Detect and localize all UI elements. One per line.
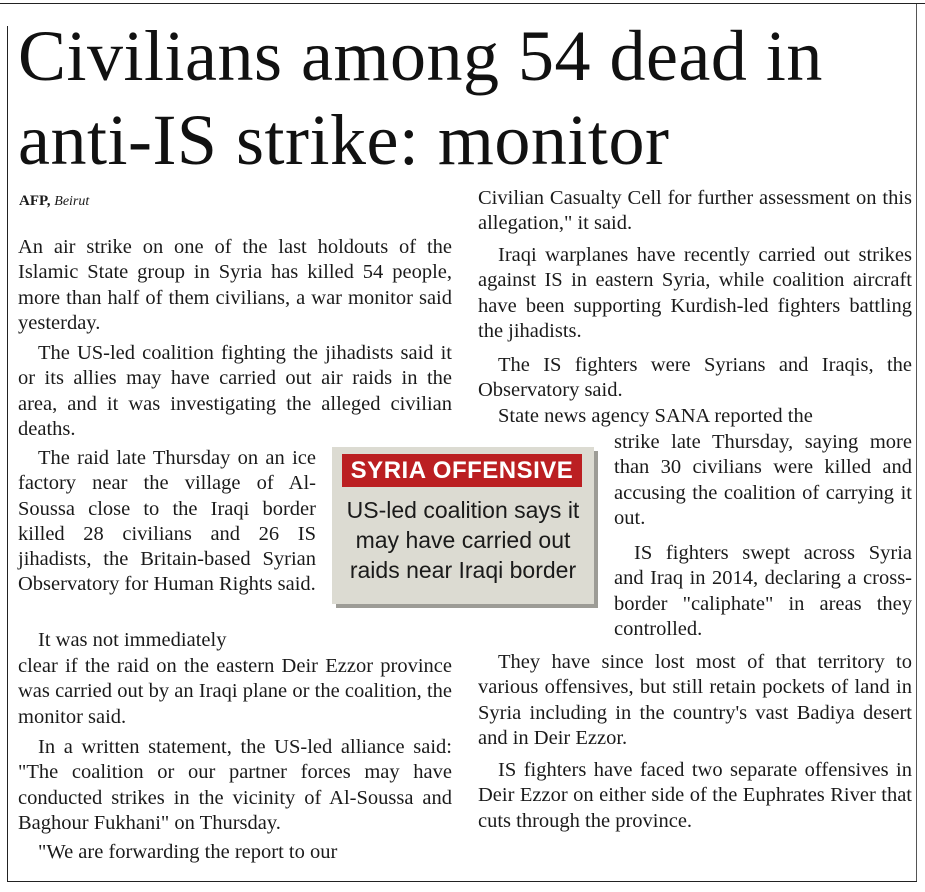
paragraph-9b: strike late Thursday, saying more than 30 civilians were killed and accusing the coalition of carrying it out. — [614, 431, 912, 529]
section-tag: SYRIA OFFENSIVE — [342, 454, 582, 487]
paragraph-4a: It was not immediately — [38, 629, 227, 651]
paragraph-2: The US-led coalition fighting the jihadists said it or its allies may have carried out air raids in the area, and it was investigating the alleged civilian deaths. — [18, 342, 452, 440]
paragraph-1: An air strike on one of the last holdouts of the Islamic State group in Syria has killed 54 people, more than half of them civilians, a war monitor said yesterday. — [18, 236, 452, 334]
byline-place: Beirut — [54, 194, 90, 209]
paragraph-12: IS fighters have faced two separate offensives in Deir Ezzor on either side of the Euphrates River that cuts through the province. — [478, 759, 912, 832]
right-rule — [916, 4, 917, 881]
paragraph-5: In a written statement, the US-led alliance said: "The coalition or our partner forces may have conducted strikes in the vicinity of Al-Soussa and Baghour Fukhani" on Thursday. — [18, 736, 452, 834]
paragraph-11: They have since lost most of that territory to various offensives, but still retain pockets of land in Syria including in the country's vast Badiya desert and in Deir Ezzor. — [478, 651, 912, 749]
paragraph-4b: clear if the raid on the eastern Deir Ezzor province was carried out by an Iraqi plane or the coalition, the monitor said. — [18, 655, 452, 728]
paragraph-6b: Civilian Casualty Cell for further assessment on this allegation," it said. — [478, 187, 912, 235]
paragraph-7: Iraqi warplanes have recently carried out strikes against IS in eastern Syria, while coalition aircraft have been supporting Kurdish-led fighters battling the jihadists. — [478, 244, 912, 342]
top-rule — [0, 3, 925, 4]
headline: Civilians among 54 dead in anti-IS strike: monitor — [18, 16, 823, 180]
paragraph-9a: State news agency SANA reported the — [498, 405, 813, 427]
pull-quote-text: US-led coalition says it may have carried out raids near Iraqi border — [346, 497, 580, 583]
byline — [19, 193, 89, 210]
paragraph-3: The raid late Thursday on an ice factory near the village of Al-Soussa close to the Iraqi border killed 28 civilians and 26 IS jihadists, the Britain-based Syrian Observatory for Human Rights said. — [18, 447, 316, 596]
paragraph-6a: "We are forwarding the report to our — [38, 841, 338, 863]
paragraph-8: The IS fighters were Syrians and Iraqis, the Observatory said. — [478, 354, 912, 402]
paragraph-10: IS fighters swept across Syria and Iraq in 2014, declaring a cross-border "caliphate" in areas they controlled. — [614, 542, 912, 640]
pull-quote-box — [332, 447, 594, 604]
byline-agency: AFP, — [19, 193, 51, 209]
left-column-rule — [7, 26, 8, 881]
bottom-rule — [7, 881, 917, 882]
